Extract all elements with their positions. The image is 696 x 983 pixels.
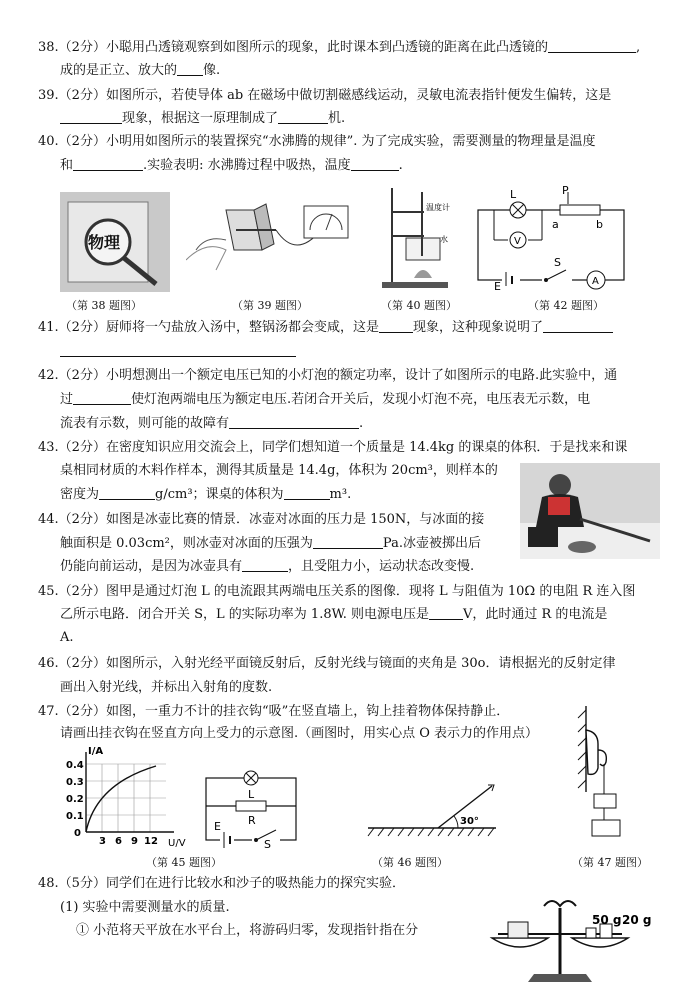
svg-text:S: S <box>554 256 561 269</box>
figure-40-boiling <box>378 182 456 292</box>
svg-text:E: E <box>494 280 501 290</box>
answer-blank[interactable] <box>284 486 330 500</box>
book-title: 物理 <box>88 233 121 252</box>
q39-line1: 39.（2分）如图所示，若使导体 ab 在磁场中做切割磁感线运动，灵敏电流表指针便发生偏转，这是 <box>38 88 612 103</box>
svg-text:A: A <box>592 276 599 287</box>
svg-text:20 g: 20 g <box>622 913 652 927</box>
svg-text:0.2: 0.2 <box>66 794 84 805</box>
figure-39-electromagnetic <box>186 200 356 278</box>
q45-line2: 乙所示电路．闭合开关 S，L 的实际功率为 1.8W. 则电源电压是 V，此时通过 R 的电流是 <box>60 607 608 622</box>
q45-line1: 45.（2分）图甲是通过灯泡 L 的电流跟其两端电压关系的图像．现将 L 与阻值为 10Ω 的电阻 R 连入图 <box>38 584 636 599</box>
svg-text:9: 9 <box>131 836 138 847</box>
svg-text:E: E <box>214 820 221 833</box>
svg-text:0.3: 0.3 <box>66 777 84 788</box>
answer-blank[interactable] <box>177 62 203 76</box>
caption-47: （第 47 题图） <box>572 856 648 869</box>
svg-text:b: b <box>596 218 603 231</box>
svg-text:L: L <box>248 788 255 801</box>
answer-blank[interactable] <box>60 343 296 357</box>
answer-blank[interactable] <box>351 157 399 171</box>
svg-text:I/A: I/A <box>88 746 104 757</box>
svg-text:0.4: 0.4 <box>66 760 84 771</box>
figure-38-book-lens <box>60 192 170 292</box>
answer-blank[interactable] <box>73 157 143 171</box>
q38-line1: 38.（2分）小聪用凸透镜观察到如图所示的现象，此时课本到凸透镜的距离在此凸透镜的 , <box>38 40 641 55</box>
svg-text:U/V: U/V <box>168 838 186 849</box>
caption-46: （第 46 题图） <box>372 856 448 869</box>
svg-text:R: R <box>248 814 256 827</box>
q39-line2: 现象，根据这一原理制成了 机. <box>60 109 696 129</box>
q46-line1: 46.（2分）如图所示，入射光经平面镜反射后，反射光线与镜面的夹角是 30o．请根据光的反射定律 <box>38 656 616 671</box>
svg-text:温度计: 温度计 <box>426 203 450 212</box>
q47-line2: 请画出挂衣钩在竖直方向上受力的示意图.（画图时，用实心点 O 表示力的作用点） <box>60 726 539 741</box>
q44-line2: 触面积是 0.03cm²，则冰壶对冰面的压强为 Pa.冰壶被掷出后 <box>60 536 481 551</box>
figure-47-hook <box>574 700 644 850</box>
q40-line1: 40.（2分）小明用如图所示的装置探究“水沸腾的规律”. 为了完成实验，需要测量的物理量是温度 <box>38 134 596 149</box>
caption-42: （第 42 题图） <box>528 299 604 312</box>
q46-line2: 画出入射光线，并标出入射角的度数. <box>60 680 273 695</box>
q43-line3: 密度为 g/cm³；课桌的体积为 m³. <box>60 487 352 502</box>
svg-text:a: a <box>552 218 559 231</box>
svg-text:水: 水 <box>440 235 448 244</box>
svg-text:3: 3 <box>99 836 106 847</box>
figure-46-mirror <box>362 776 502 840</box>
answer-blank[interactable] <box>379 319 413 333</box>
q43-line1: 43.（2分）在密度知识应用交流会上，同学们想知道一个质量是 14.4kg 的课桌的体积．于是找来和课 <box>38 440 628 455</box>
q42-line3: 流表有示数，则可能的故障有 . <box>60 416 364 431</box>
q48-line3: ① 小范将天平放在水平台上，将游码归零，发现指针指在分 <box>76 923 419 938</box>
figure-45-iu-graph <box>56 744 186 850</box>
answer-blank[interactable] <box>229 415 359 429</box>
q45-line3: A. <box>60 630 74 645</box>
q44-line3: 仍能向前运动，是因为冰壶具有 ，且受阻力小，运动状态改变慢. <box>60 559 475 574</box>
q43-line2: 桌相同材质的木料作样本，测得其质量是 14.4g，体积为 20cm³，则样本的 <box>60 463 498 478</box>
answer-blank[interactable] <box>543 319 613 333</box>
figure-45-circuit <box>200 758 304 848</box>
answer-blank[interactable] <box>60 110 122 124</box>
answer-blank[interactable] <box>278 110 328 124</box>
q42-line1: 42.（2分）小明想测出一个额定电压已知的小灯泡的额定功率，设计了如图所示的电路.此实验中，通 <box>38 368 618 383</box>
answer-blank[interactable] <box>429 606 463 620</box>
answer-blank[interactable] <box>548 39 636 53</box>
q42-line2: 过 使灯泡两端电压为额定电压.若闭合开关后，发现小灯泡不亮，电压表无示数，电 <box>60 392 591 407</box>
svg-text:50 g: 50 g <box>592 913 622 927</box>
caption-39: （第 39 题图） <box>232 299 308 312</box>
answer-blank[interactable] <box>73 391 131 405</box>
q38-line2: 成的是正立、放大的 像. <box>60 63 221 78</box>
svg-text:V: V <box>514 236 521 247</box>
q48-line1: 48.（5分）同学们在进行比较水和沙子的吸热能力的探究实验． <box>38 876 405 891</box>
svg-text:12: 12 <box>144 836 158 847</box>
answer-blank[interactable] <box>242 558 288 572</box>
answer-blank[interactable] <box>99 486 155 500</box>
q47-line1: 47.（2分）如图，一重力不计的挂衣钩“吸”在竖直墙上，钩上挂着物体保持静止． <box>38 704 510 719</box>
svg-text:6: 6 <box>115 836 122 847</box>
svg-text:30°: 30° <box>460 816 479 827</box>
figure-42-circuit <box>472 186 632 290</box>
q48-line2: (1) 实验中需要测量水的质量. <box>60 900 230 915</box>
svg-text:0: 0 <box>74 828 81 839</box>
q44-line1: 44.（2分）如图是冰壶比赛的情景．冰壶对冰面的压力是 150N，与冰面的接 <box>38 512 485 527</box>
svg-text:L: L <box>510 188 517 201</box>
caption-38: （第 38 题图） <box>66 299 142 312</box>
q41-line1: 41.（2分）厨师将一勺盐放入汤中，整锅汤都会变咸，这是 现象，这种现象说明了 <box>38 318 696 338</box>
q41-line2 <box>60 342 696 362</box>
caption-40: （第 40 题图） <box>381 299 457 312</box>
answer-blank[interactable] <box>313 535 383 549</box>
svg-text:0.1: 0.1 <box>66 811 84 822</box>
q40-line2: 和 .实验表明: 水沸腾过程中吸热，温度 . <box>60 158 403 173</box>
figure-48-balance <box>488 894 668 983</box>
caption-45: （第 45 题图） <box>146 856 222 869</box>
svg-text:S: S <box>264 838 271 848</box>
svg-text:P: P <box>562 186 569 197</box>
